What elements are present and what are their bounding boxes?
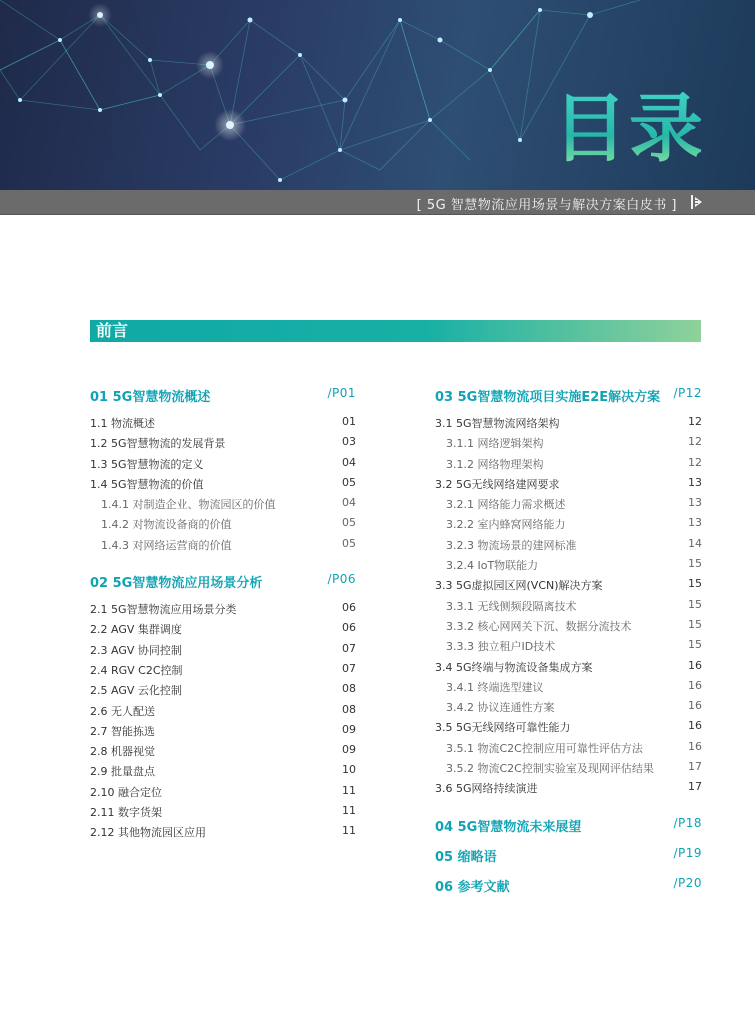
- toc-label: 3.1 5G智慧物流网络架构: [435, 417, 560, 430]
- toc-entry[interactable]: [90, 679, 356, 699]
- toc-label: 1.4.1 对制造企业、物流园区的价值: [101, 498, 276, 512]
- toc-label: 2.11 数字货架: [90, 806, 162, 820]
- toc-page-number: 11: [342, 783, 356, 797]
- toc-label: 3.5 5G无线网络可靠性能力: [435, 721, 571, 735]
- toc-page-number: /P12: [673, 386, 702, 400]
- toc-label: 2.1 5G智慧物流应用场景分类: [90, 603, 237, 617]
- toc-label: 1.1 物流概述: [90, 417, 155, 430]
- toc-label: 1.4.2 对物流设备商的价值: [101, 518, 232, 532]
- toc-page-number: 09: [342, 743, 356, 757]
- toc-page-number: 11: [342, 824, 356, 838]
- toc-section[interactable]: [90, 572, 356, 592]
- toc-label: 3.2 5G无线网络建网要求: [435, 477, 560, 491]
- toc-page-number: 15: [688, 638, 702, 652]
- toc-entry[interactable]: [435, 574, 702, 594]
- toc-subentry[interactable]: [435, 615, 702, 635]
- toc-page-number: 12: [688, 415, 702, 428]
- toc-label: 3.4.2 协议连通性方案: [446, 701, 555, 715]
- toc-subentry[interactable]: [435, 554, 702, 574]
- toc-label: 3.1.2 网络物理架构: [446, 457, 544, 471]
- toc-page-number: /P20: [673, 875, 702, 890]
- toc-entry[interactable]: [435, 777, 702, 797]
- toc-section[interactable]: [435, 816, 702, 836]
- toc-subentry[interactable]: [435, 757, 702, 777]
- toc-page-number: /P06: [327, 572, 356, 587]
- toc-page-number: 12: [688, 435, 702, 449]
- toc-page-number: 05: [342, 475, 356, 489]
- toc-subentry[interactable]: [90, 534, 356, 554]
- toc-subentry[interactable]: [435, 513, 702, 533]
- toc-entry[interactable]: [90, 412, 356, 432]
- toc-entry[interactable]: [90, 473, 356, 493]
- toc-label: 3.4 5G终端与物流设备集成方案: [435, 660, 593, 674]
- toc-page-number: 16: [688, 719, 702, 733]
- toc-entry[interactable]: [90, 639, 356, 659]
- toc-left-column: [90, 386, 356, 842]
- toc-label: 2.5 AGV 云化控制: [90, 684, 182, 698]
- toc-entry[interactable]: [90, 801, 356, 821]
- toc-page-number: 11: [342, 804, 356, 818]
- toc-entry[interactable]: [435, 473, 702, 493]
- toc-page-number: 06: [342, 601, 356, 615]
- toc-page-number: 05: [342, 516, 356, 530]
- toc-page-number: 08: [342, 702, 356, 716]
- toc-label: 3.3.2 核心网网关下沉、数据分流技术: [446, 619, 632, 633]
- toc-entry[interactable]: [90, 760, 356, 780]
- toc-subentry[interactable]: [435, 696, 702, 716]
- arrow-marker-icon: [691, 195, 703, 209]
- toc-label: 3.1.1 网络逻辑架构: [446, 437, 544, 451]
- toc-entry[interactable]: [90, 720, 356, 740]
- toc-label: 1.4.3 对网络运营商的价值: [101, 538, 232, 552]
- toc-page-number: 16: [688, 678, 702, 692]
- toc-label: 2.7 智能拣选: [90, 724, 155, 738]
- toc-entry[interactable]: [90, 700, 356, 720]
- toc-label: 3.5.1 物流C2C控制应用可靠性评估方法: [446, 741, 643, 755]
- toc-page-number: 08: [342, 682, 356, 696]
- toc-page-number: 09: [342, 722, 356, 736]
- toc-page-number: 13: [688, 496, 702, 510]
- toc-page-number: 04: [342, 496, 356, 510]
- toc-page-number: 16: [688, 699, 702, 713]
- toc-page-number: 04: [342, 455, 356, 469]
- toc-label: 04 5G智慧物流未来展望: [435, 819, 582, 835]
- toc-section[interactable]: [90, 386, 356, 406]
- toc-label: 1.4 5G智慧物流的价值: [90, 477, 204, 491]
- toc-label: 1.2 5G智慧物流的发展背景: [90, 437, 226, 451]
- toc-page-number: 17: [688, 760, 702, 774]
- cover-banner: [0, 0, 755, 190]
- toc-page-number: 01: [342, 415, 356, 428]
- toc-entry[interactable]: [90, 659, 356, 679]
- toc-subentry[interactable]: [435, 737, 702, 757]
- toc-label: 3.3 5G虚拟园区网(VCN)解决方案: [435, 579, 603, 593]
- toc-entry[interactable]: [90, 821, 356, 841]
- toc-entry[interactable]: [90, 432, 356, 452]
- toc-label: 3.2.2 室内蜂窝网络能力: [446, 518, 566, 532]
- spacer: [435, 836, 702, 846]
- toc-subentry[interactable]: [435, 534, 702, 554]
- toc-label: 2.4 RGV C2C控制: [90, 663, 183, 677]
- toc-page-number: 12: [688, 455, 702, 469]
- spacer: [435, 866, 702, 876]
- toc-entry[interactable]: [435, 656, 702, 676]
- toc-page-number: 07: [342, 661, 356, 675]
- toc-page-number: 15: [688, 577, 702, 591]
- toc-label: 3.3.3 独立租户ID技术: [446, 640, 556, 654]
- toc-page-number: 15: [688, 557, 702, 571]
- toc-page-number: 10: [342, 763, 356, 777]
- toc-entry[interactable]: [90, 618, 356, 638]
- toc-right-column: [435, 386, 702, 896]
- toc-page-number: 13: [688, 475, 702, 489]
- spacer: [90, 554, 356, 572]
- toc-label: 2.8 机器视觉: [90, 745, 155, 759]
- toc-page-number: 16: [688, 658, 702, 672]
- toc-entry[interactable]: [435, 716, 702, 736]
- toc-page-number: 17: [688, 780, 702, 794]
- toc-label: 3.3.1 无线侧频段隔离技术: [446, 599, 577, 613]
- toc-label: 2.9 批量盘点: [90, 765, 155, 779]
- toc-section[interactable]: [435, 846, 702, 866]
- toc-label: 3.2.4 IoT物联能力: [446, 559, 539, 573]
- toc-label: 1.3 5G智慧物流的定义: [90, 457, 204, 471]
- document-subtitle: [ 5G 智慧物流应用场景与解决方案白皮书 ]: [416, 198, 677, 213]
- toc-page-number: 16: [688, 739, 702, 753]
- toc-label: 3.2.3 物流场景的建网标准: [446, 538, 577, 552]
- toc-label: 3.2.1 网络能力需求概述: [446, 498, 566, 512]
- toc-label: 2.2 AGV 集群调度: [90, 623, 182, 637]
- toc-entry[interactable]: [90, 453, 356, 473]
- toc-subentry[interactable]: [90, 513, 356, 533]
- toc-page-number: 15: [688, 617, 702, 631]
- toc-label: 2.10 融合定位: [90, 785, 162, 799]
- toc-label: 06 参考文献: [435, 879, 510, 895]
- toc-label: 03 5G智慧物流项目实施E2E解决方案: [435, 390, 661, 405]
- toc-subentry[interactable]: [435, 595, 702, 615]
- toc-page-number: 07: [342, 641, 356, 655]
- toc-section[interactable]: [435, 386, 702, 406]
- toc-page-number: 14: [688, 536, 702, 550]
- toc-entry[interactable]: [435, 412, 702, 432]
- toc-subentry[interactable]: [435, 432, 702, 452]
- spacer: [435, 798, 702, 816]
- toc-subentry[interactable]: [435, 676, 702, 696]
- toc-label: 01 5G智慧物流概述: [90, 390, 211, 405]
- toc-subentry[interactable]: [435, 493, 702, 513]
- toc-label: 2.12 其他物流园区应用: [90, 826, 206, 840]
- page-title: 目录: [553, 86, 705, 172]
- toc-entry[interactable]: [90, 740, 356, 760]
- toc-page-number: 03: [342, 435, 356, 449]
- toc-page-number: 05: [342, 536, 356, 550]
- toc-section[interactable]: [435, 876, 702, 896]
- toc-page-number: 15: [688, 597, 702, 611]
- toc-page-number: /P19: [673, 845, 702, 860]
- toc-label: 05 缩略语: [435, 849, 497, 865]
- toc-page-number: 13: [688, 516, 702, 530]
- preface-label: 前言: [96, 321, 129, 340]
- toc-label: 2.3 AGV 协同控制: [90, 643, 182, 657]
- toc-label: 2.6 无人配送: [90, 704, 155, 718]
- toc-subentry[interactable]: [435, 635, 702, 655]
- toc-subentry[interactable]: [90, 493, 356, 513]
- toc-page-number: /P01: [327, 386, 356, 400]
- toc-subentry[interactable]: [435, 453, 702, 473]
- toc-entry[interactable]: [90, 781, 356, 801]
- toc-label: 02 5G智慧物流应用场景分析: [90, 576, 263, 592]
- toc-entry[interactable]: [90, 598, 356, 618]
- toc-label: 3.5.2 物流C2C控制实验室及现网评估结果: [446, 762, 654, 776]
- preface-bar[interactable]: [90, 320, 701, 342]
- toc-page-number: 06: [342, 621, 356, 635]
- toc-label: 3.4.1 终端选型建议: [446, 680, 544, 694]
- toc-label: 3.6 5G网络持续演进: [435, 782, 538, 796]
- subtitle-bar: [0, 190, 755, 215]
- toc-page-number: /P18: [673, 815, 702, 830]
